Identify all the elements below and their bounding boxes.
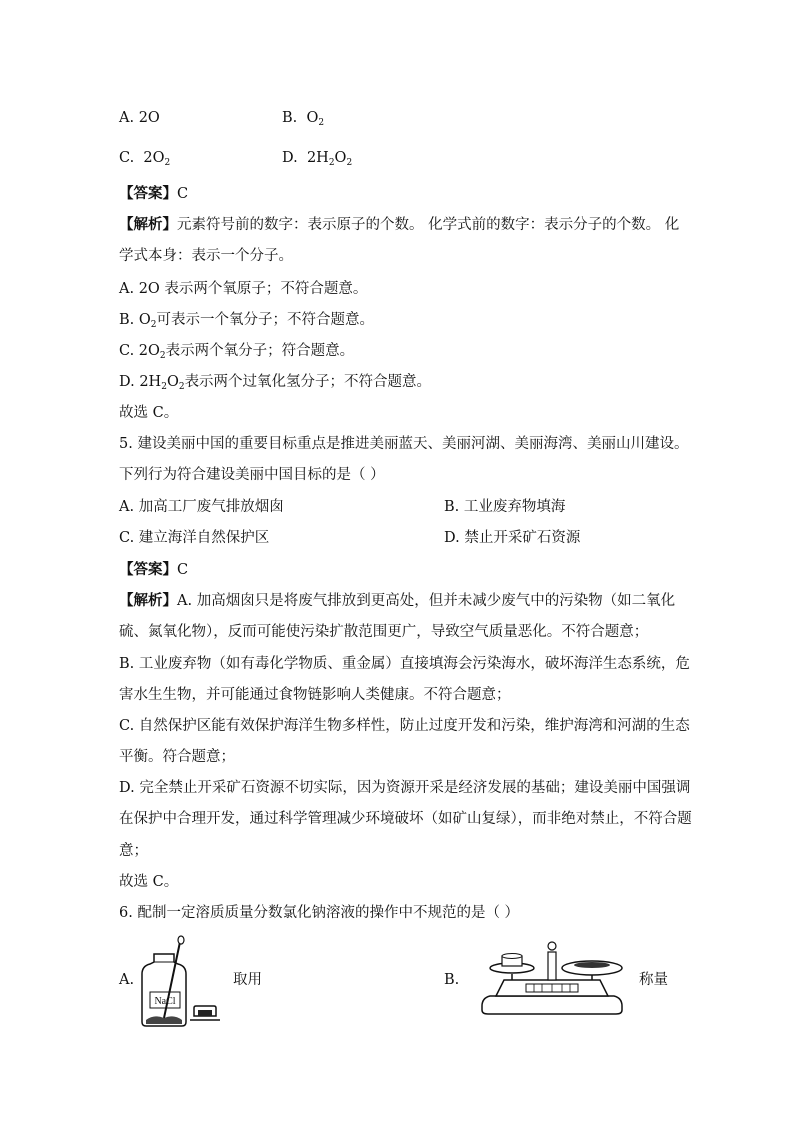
q6-option-a-caption: 取用 [233,972,262,988]
balance-scale-figure [476,938,628,1018]
q4-analysis-line-1: 【解析】元素符号前的数字：表示原子的个数。 化学式前的数字：表示分子的个数。 化 [119,216,680,233]
q4-analysis-line-2: 学式本身：表示一个分子。 [119,248,293,264]
q5-analysis-c-1: C. 自然保护区能有效保护海洋生物多样性，防止过度开发和污染，维护海湾和河湖的生态 [119,718,690,734]
q5-analysis-b-1: B. 工业废弃物（如有毒化学物质、重金属）直接填海会污染海水，破坏海洋生态系统，危 [119,656,690,672]
q5-conclusion: 故选 C。 [119,874,179,890]
analysis-tag: 【解析】 [119,592,177,609]
q4-option-a: A. 2O [119,110,160,126]
analysis-tag: 【解析】 [119,216,177,233]
q4-option-d: D. $2H_2O_2$ [282,150,353,168]
q4-option-b: B. $O_2$ [282,110,325,128]
answer-tag: 【答案】 [119,185,177,202]
q5-analysis-b-2: 害水生生物，并可能通过食物链影响人类健康。不符合题意； [119,687,511,703]
q6-option-b-caption: 称量 [639,972,668,988]
nacl-label: NaCl [154,996,176,1007]
q4-answer: 【答案】C [119,185,189,202]
q5-option-b: B. 工业废弃物填海 [444,499,566,515]
q5-option-d: D. 禁止开采矿石资源 [444,530,581,546]
q5-analysis-a-2: 硫、氮氧化物），反而可能使污染扩散范围更广，导致空气质量恶化。不符合题意； [119,624,649,640]
q5-analysis-d-2: 在保护中合理开发，通过科学管理减少环境破坏（如矿山复绿），而非绝对禁止，不符合题 [119,811,692,827]
answer-tag: 【答案】 [119,561,177,578]
q4-analysis-c: C. $2O_2$表示两个氧分子；符合题意。 [119,343,355,361]
q4-option-c: C. $2O_2$ [119,150,171,168]
reagent-bottle-figure [136,934,226,1030]
q5-stem-line-2: 下列行为符合建设美丽中国目标的是（ ） [119,467,385,483]
q6-option-a-label: A. [119,972,135,988]
q4-analysis-b: B. $O_2$可表示一个氧分子；不符合题意。 [119,312,374,330]
q5-analysis-c-2: 平衡。符合题意； [119,749,235,765]
q5-option-c: C. 建立海洋自然保护区 [119,530,270,546]
q4-analysis-a: A. 2O 表示两个氧原子；不符合题意。 [119,281,368,297]
q5-analysis-d-3: 意； [119,843,148,859]
q4-analysis-d: D. $2H_2O_2$表示两个过氧化氢分子；不符合题意。 [119,374,432,392]
q6-stem: 6. 配制一定溶质质量分数氯化钠溶液的操作中不规范的是（ ） [119,905,520,921]
q5-stem-line-1: 5. 建设美丽中国的重要目标重点是推进美丽蓝天、美丽河湖、美丽海湾、美丽山川建设。 [119,436,689,452]
q5-option-a: A. 加高工厂废气排放烟囱 [119,499,284,515]
q5-answer: 【答案】C [119,561,189,578]
q6-option-b-label: B. [444,972,460,988]
q4-conclusion: 故选 C。 [119,405,179,421]
q5-analysis-a-1: 【解析】A. 加高烟囱只是将废气排放到更高处，但并未减少废气中的污染物（如二氧化 [119,592,676,609]
q5-analysis-d-1: D. 完全禁止开采矿石资源不切实际，因为资源开采是经济发展的基础；建设美丽中国强调 [119,780,691,796]
